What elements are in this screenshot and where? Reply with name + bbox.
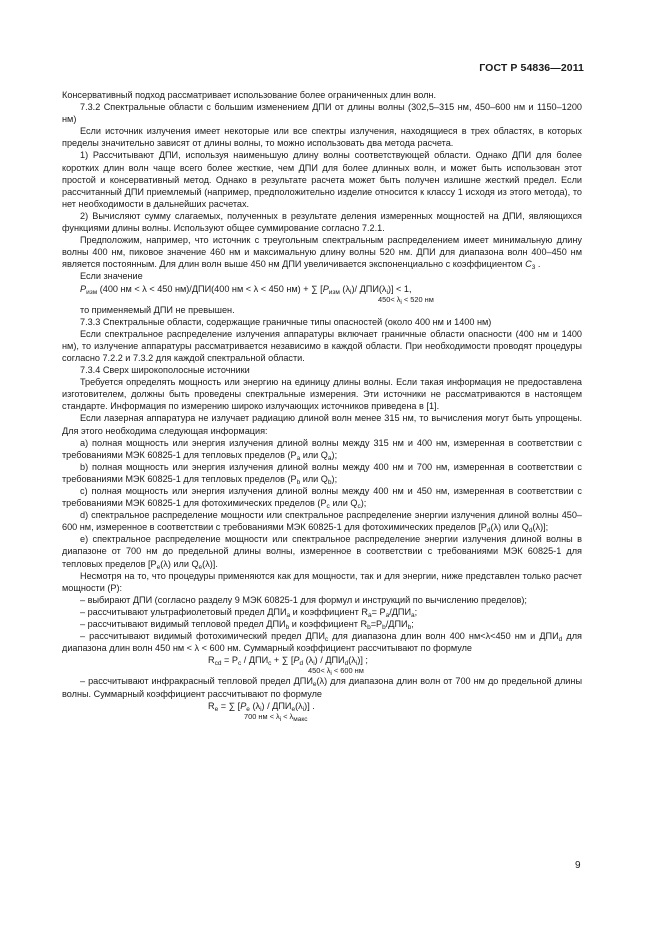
paragraph: то применяемый ДПИ не превышен.: [80, 304, 235, 315]
standard-header: ГОСТ Р 54836—2011: [479, 62, 584, 74]
list-item: а) полная мощность или энергия излучения длиной волны между 315 нм и 400 нм, измеренная в соответствии с требованиями МЭК 60825-1 для тепловых пределов ($Р_а$ или $Q_а$);: [62, 437, 582, 462]
document-body: [62, 89, 582, 721]
formula-summation-range: $450< \lambda_i < 520$ нм: [378, 294, 434, 306]
paragraph: Если лазерная аппаратура не излучает радиацию длиной волн менее 315 нм, то вычисления могут быть упрощены. Для этого необходима следующая информация:: [62, 413, 582, 436]
section-heading: 7.3.4 Сверх широкополосные источники: [80, 365, 250, 376]
list-item: – рассчитывают видимый фотохимический предел $ДПИ_c$ для диапазона длин волн 400 нм<λ<450 нм и $ДПИ_d$ для диапазона длин волн 450 нм < λ < 600 нм. Суммарный коэффициент рассчитывают по формуле: [62, 631, 582, 654]
paragraph: Несмотря на то, что процедуры применяются как для мощности, так и для энергии, ниже представлен только расчет мощности (Р):: [62, 570, 582, 593]
list-item: – рассчитывают инфракрасный тепловой предел $ДПИ_е(\lambda)$ для диапазона длин волн от 700 нм до предельной длины волны. Суммарный коэффициент рассчитывают по формуле: [62, 676, 582, 699]
formula-summation-range: 700 нм < $\lambda_i < \lambda_{макс}$: [244, 711, 308, 723]
page-number: 9: [575, 860, 581, 871]
section-heading: 7.3.3 Спектральные области, содержащие граничные типы опасностей (около 400 нм и 1400 нм): [80, 316, 492, 327]
formula-sum-ratio: $P_{изм}$ (400 нм < λ < 450 нм)/ДПИ(400 нм < λ < 450 нм) + ∑ [$P_{изм}$ $(\lambda_i)/$ $ДПИ(\lambda_i)] < 1$,: [80, 283, 412, 296]
formula-photochemical-ratio: $R_{cd} = Р_c / ДПИ_c$ + ∑ [$P_d$ $(\lambda_i) / ДПИ_d(\lambda_i)$] ;: [208, 655, 368, 668]
list-item: – рассчитывают видимый тепловой предел $ДПИ_b$ и коэффициент $R_b=Р_b/ДПИ_b$;: [80, 619, 414, 632]
section-heading: 7.3.2 Спектральные области с большим изменением ДПИ от длины волны (302,5–315 нм, 450–600 нм и 1150–1200 нм): [62, 102, 582, 125]
paragraph: 2) Вычисляют сумму слагаемых, полученных в результате деления измеренных мощностей на ДПИ, являющихся функциями длины волны. Используют общее суммирование согласно 7.2.1.: [62, 210, 582, 234]
paragraph: 1) Рассчитывают ДПИ, используя наименьшую длину волны соответствующей области. Однако ДПИ для более коротких длин волн чаще всего более жесткие, чем ДПИ для более длинных волн, и может быть использован этот простой и консервативный метод. Однако в результате расчета может быть получен излишне жесткий предел. Если рассчитанный ДПИ приемлемый (например, предположительно изделие относится к классу 1 исходя из этого метода), то нет необходимости в дальнейших расчетах.: [62, 150, 582, 209]
list-item: b) полная мощность или энергия излучения длиной волны между 400 нм и 700 нм, измеренная в соответствии с требованиями МЭК 60825-1 для тепловых пределов ($Р_b$ или $Q_b$);: [62, 461, 582, 486]
list-item: – рассчитывают ультрафиолетовый предел $ДПИ_а$ и коэффициент $R_а= Р_а/ДПИ_а$;: [80, 606, 418, 619]
paragraph: Если источник излучения имеет некоторые или все спектры излучения, находящиеся в трех областях, в которых пределы значительно зависят от длины волны, то можно использовать два метода расчета.: [62, 126, 582, 149]
paragraph: Если спектральное распределение излучения аппаратуры включает граничные области опасности (400 нм и 1400 нм), то излучение аппаратуры рассматривается независимо в каждой области. При необходимости проводят процедуры согласно 7.2.2 и 7.3.2 для каждой спектральной области.: [62, 328, 582, 363]
paragraph: Если значение: [80, 271, 143, 282]
formula-summation-range: $450< \lambda_i < 600$ нм: [308, 666, 364, 678]
paragraph: Предположим, например, что источник с треугольным спектральным распределением имеет минимальную длину волны 400 нм, пиковое значение 460 нм и максимальную длину волны 520 нм. ДПИ для диапазона волн 400–450 нм является постоянным. Для длин волн выше 450 нм ДПИ увеличивается экспоненциально с коэффициентом $C_3$ .: [62, 235, 582, 272]
list-item: е) спектральное распределение мощности или спектральное распределение энергии излучения длиной волны в диапазоне от 700 нм до предельной длины волны, измеренное в соответствии с требованиями МЭК 60825-1 для тепловых пределов [$Р_е(\lambda)$ или $Q_е(\lambda)$].: [62, 534, 582, 571]
list-item: с) полная мощность или энергия излучения длиной волны между 400 нм и 450 нм, измеренная в соответствии с требованиями МЭК 60825-1 для фотохимических пределов ($Р_c$ или $Q_c$);: [62, 486, 582, 511]
paragraph: Консервативный подход рассматривает использование более ограниченных длин волн.: [62, 90, 437, 100]
list-item: d) спектральное распределение мощности или спектральное распределение энергии излучения длиной волны 450–600 нм, измеренное в соответствии с требованиями МЭК 60825-1 для фотохимических пределов [$Р_d(\lambda)$ или $Q_d(\lambda)$];: [62, 510, 582, 535]
formula-infrared-ratio: $R_е$ = ∑ [$P_е$ $(\lambda_i) / ДПИ_е(\lambda_i)$] .: [208, 700, 315, 713]
paragraph: Требуется определять мощность или энергию на единицу длины волны. Если такая информация не предоставлена изготовителем, должны быть проведены спектральные измерения. Эти источники не рассматриваются в настоящем стандарте. Информация по измерению широко излучающих источников приведена в [1].: [62, 377, 582, 412]
list-item: – выбирают ДПИ (согласно разделу 9 МЭК 60825-1 для формул и инструкций по вычислению пределов);: [80, 594, 527, 605]
